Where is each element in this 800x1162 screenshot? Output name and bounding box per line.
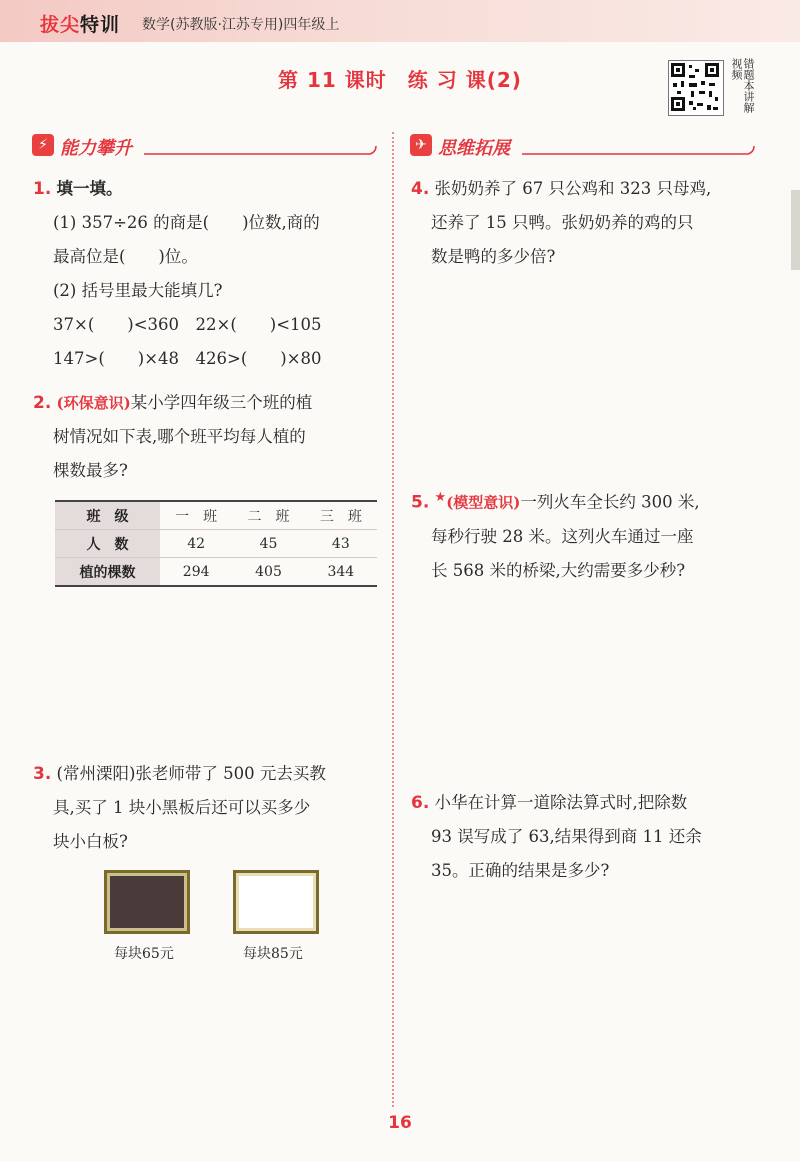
q2-text: 某小学四年级三个班的植 bbox=[130, 393, 313, 412]
q5-line: 每秒行驶 28 米。这列火车通过一座 bbox=[431, 526, 694, 546]
q5-text: 一列火车全长约 300 米, bbox=[520, 492, 700, 512]
page-number: 16 bbox=[388, 1113, 412, 1133]
q2-number: 2. bbox=[33, 393, 52, 413]
q3-number: 3. bbox=[33, 764, 52, 784]
q1-line: 147>( )×48 426>( )×80 bbox=[53, 349, 322, 368]
q1-line: 37×( )<360 22×( )<105 bbox=[53, 315, 322, 334]
table-cell: 45 bbox=[232, 530, 304, 558]
lesson-title: 第 11 课时 练 习 课(2) bbox=[278, 68, 522, 92]
table-cell: 344 bbox=[305, 558, 377, 587]
table-cell: 43 bbox=[305, 530, 377, 558]
q4-number: 4. bbox=[411, 179, 430, 199]
runner-icon: ✈ bbox=[410, 134, 432, 156]
q6-text: 小华在计算一道除法算式时,把除数 bbox=[434, 793, 688, 812]
question-1 bbox=[33, 172, 383, 376]
question-3 bbox=[33, 757, 383, 859]
q1-line: (2) 括号里最大能填几? bbox=[53, 281, 223, 300]
qr-label: 错题本讲解视频 bbox=[730, 58, 755, 113]
table-header-cell: 一 班 bbox=[160, 501, 232, 530]
table-cell: 294 bbox=[160, 558, 232, 587]
section-header-right bbox=[410, 134, 756, 160]
table-row-label: 植的棵数 bbox=[55, 558, 160, 587]
table-header-cell: 班 级 bbox=[55, 501, 160, 530]
star-icon: ★ bbox=[434, 490, 447, 505]
q4-line: 还养了 15 只鸭。张奶奶养的鸡的只 bbox=[431, 213, 694, 232]
q1-line: 最高位是( )位。 bbox=[53, 247, 198, 266]
section-header-left bbox=[32, 134, 378, 160]
table-cell: 42 bbox=[160, 530, 232, 558]
table-header-row bbox=[55, 501, 377, 530]
section-underline-left bbox=[144, 142, 378, 158]
q6-line: 93 误写成了 63,结果得到商 11 还余 bbox=[431, 827, 702, 846]
section-title-left: 能力攀升 bbox=[60, 138, 132, 159]
q3-text: (常州溧阳)张老师带了 500 元去买教 bbox=[56, 764, 326, 783]
q1-number: 1. bbox=[33, 179, 52, 199]
question-6 bbox=[411, 786, 771, 888]
ability-icon: ⚡ bbox=[32, 134, 54, 156]
q3-line: 块小白板? bbox=[53, 832, 128, 851]
table-cell: 405 bbox=[232, 558, 304, 587]
page-edge bbox=[791, 190, 800, 270]
q5-tag: (模型意识) bbox=[446, 493, 521, 512]
q5-number: 5. bbox=[411, 492, 430, 513]
q2-line: 树情况如下表,哪个班平均每人植的 bbox=[53, 427, 306, 446]
q3-line: 具,买了 1 块小黑板后还可以买多少 bbox=[53, 798, 311, 817]
brand-red: 拔尖 bbox=[40, 14, 81, 36]
section-underline-right bbox=[522, 142, 756, 158]
table-row-label: 人 数 bbox=[55, 530, 160, 558]
book-info: 数学(苏教版·江苏专用)四年级上 bbox=[142, 17, 340, 33]
blackboard-price: 每块65元 bbox=[114, 946, 174, 962]
whiteboard-image bbox=[233, 870, 319, 934]
table-header-cell: 二 班 bbox=[232, 501, 304, 530]
q4-line: 数是鸭的多少倍? bbox=[431, 247, 556, 266]
question-2 bbox=[33, 386, 383, 488]
section-title-right: 思维拓展 bbox=[438, 138, 510, 159]
table-header-cell: 三 班 bbox=[305, 501, 377, 530]
question-4 bbox=[411, 172, 771, 274]
q2-tag: (环保意识) bbox=[56, 394, 131, 412]
qr-code-icon bbox=[669, 61, 721, 113]
q1-title: 填一填。 bbox=[56, 179, 123, 198]
brand-black: 特训 bbox=[80, 14, 121, 36]
blackboard-image bbox=[104, 870, 190, 934]
question-5 bbox=[411, 481, 771, 588]
column-divider bbox=[392, 132, 394, 1107]
q2-line: 棵数最多? bbox=[53, 461, 128, 480]
tree-planting-table bbox=[55, 500, 377, 587]
q1-line: (1) 357÷26 的商是( )位数,商的 bbox=[53, 213, 320, 232]
q4-text: 张奶奶养了 67 只公鸡和 323 只母鸡, bbox=[434, 179, 712, 198]
table-row bbox=[55, 558, 377, 587]
q6-line: 35。正确的结果是多少? bbox=[431, 861, 610, 880]
whiteboard-price: 每块85元 bbox=[243, 946, 303, 962]
q6-number: 6. bbox=[411, 793, 430, 813]
qr-code[interactable] bbox=[668, 60, 724, 116]
table-row bbox=[55, 530, 377, 558]
q5-line: 长 568 米的桥梁,大约需要多少秒? bbox=[431, 560, 686, 580]
brand-logo bbox=[40, 10, 120, 37]
top-banner bbox=[0, 0, 800, 42]
